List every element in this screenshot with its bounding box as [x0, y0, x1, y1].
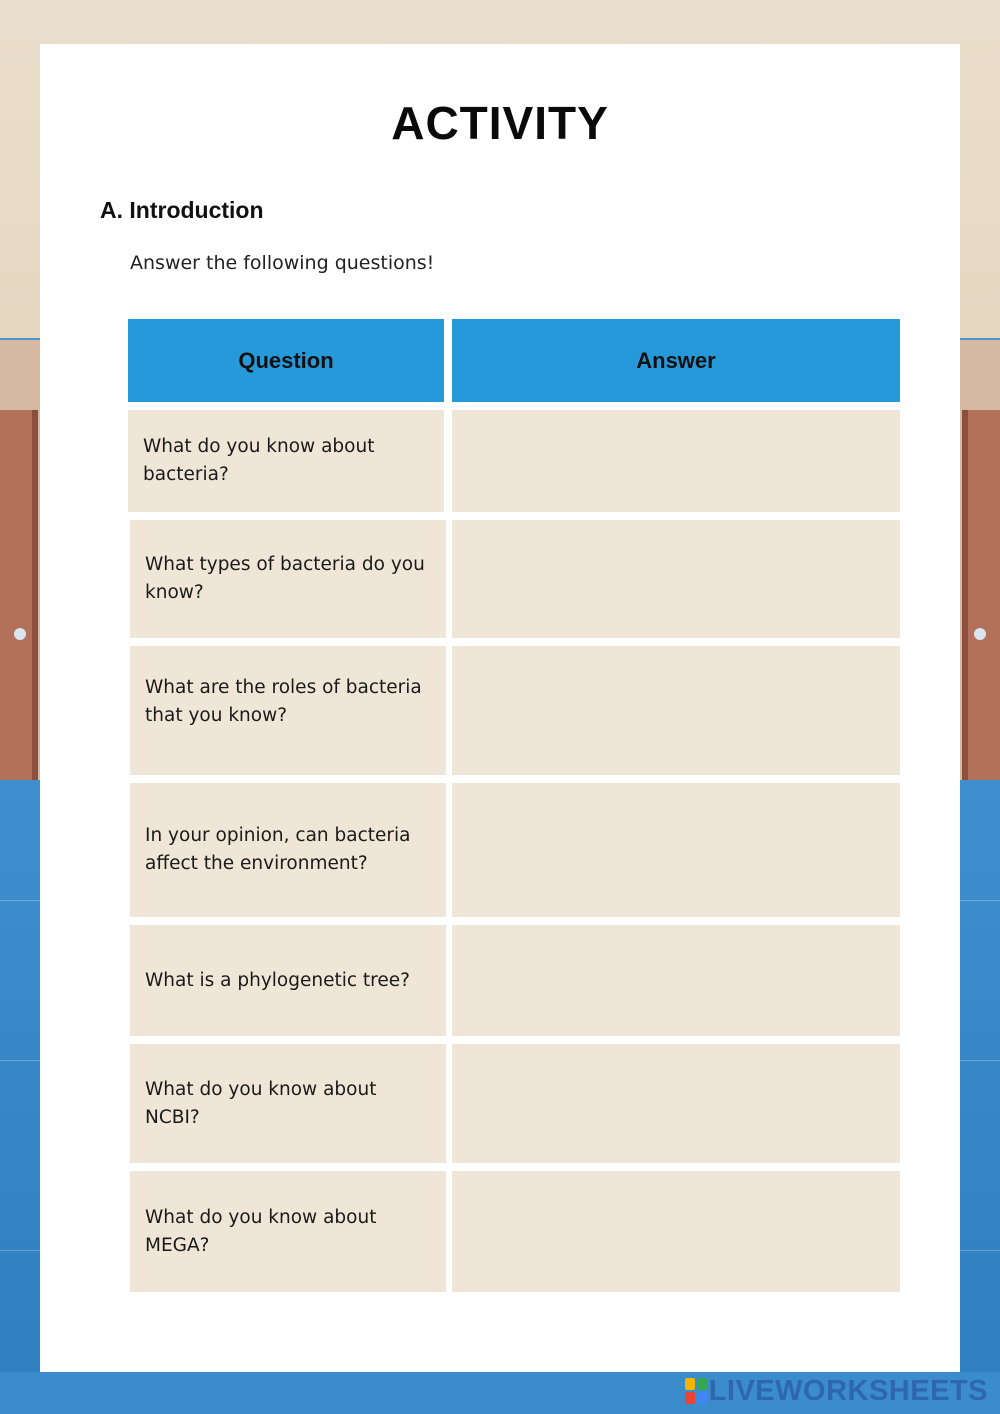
answer-input-cell[interactable] — [452, 925, 900, 1036]
question-cell — [130, 1044, 446, 1163]
question-column-header — [128, 319, 444, 402]
question-cell — [130, 925, 446, 1036]
answer-column-header — [452, 319, 900, 402]
answer-input-cell[interactable] — [452, 410, 900, 512]
question-cell — [130, 783, 446, 917]
question-text: What types of bacteria do you know? — [145, 554, 425, 603]
door-knob-left — [14, 628, 26, 640]
question-cell — [130, 1171, 446, 1292]
question-text: What do you know about MEGA? — [145, 1206, 377, 1256]
liveworksheets-brand — [685, 1374, 988, 1408]
question-cell — [130, 520, 446, 638]
question-text: What are the roles of bacteria that you know? — [145, 677, 422, 726]
answer-input-cell[interactable] — [452, 783, 900, 917]
door-right — [962, 410, 1000, 790]
answer-input-cell[interactable] — [452, 1171, 900, 1292]
page-title: ACTIVITY — [391, 97, 609, 149]
section-heading: A. Introduction — [100, 197, 264, 223]
question-text: In your opinion, can bacteria affect the environment? — [145, 825, 411, 874]
question-text: What do you know about NCBI? — [145, 1078, 377, 1128]
answer-input-cell[interactable] — [452, 520, 900, 638]
answer-input-cell[interactable] — [452, 1044, 900, 1163]
liveworksheets-logo-icon — [685, 1378, 707, 1404]
question-cell — [128, 410, 444, 512]
instruction-text: Answer the following questions! — [130, 252, 435, 274]
door-left — [0, 410, 38, 790]
brand-name: LIVEWORKSHEETS — [708, 1374, 988, 1407]
question-text: What is a phylogenetic tree? — [145, 969, 410, 991]
answer-header-label: Answer — [636, 347, 716, 373]
door-knob-right — [974, 628, 986, 640]
question-cell — [130, 646, 446, 775]
question-header-label: Question — [238, 347, 334, 373]
answer-input-cell[interactable] — [452, 646, 900, 775]
question-text: What do you know about bacteria? — [143, 436, 375, 485]
